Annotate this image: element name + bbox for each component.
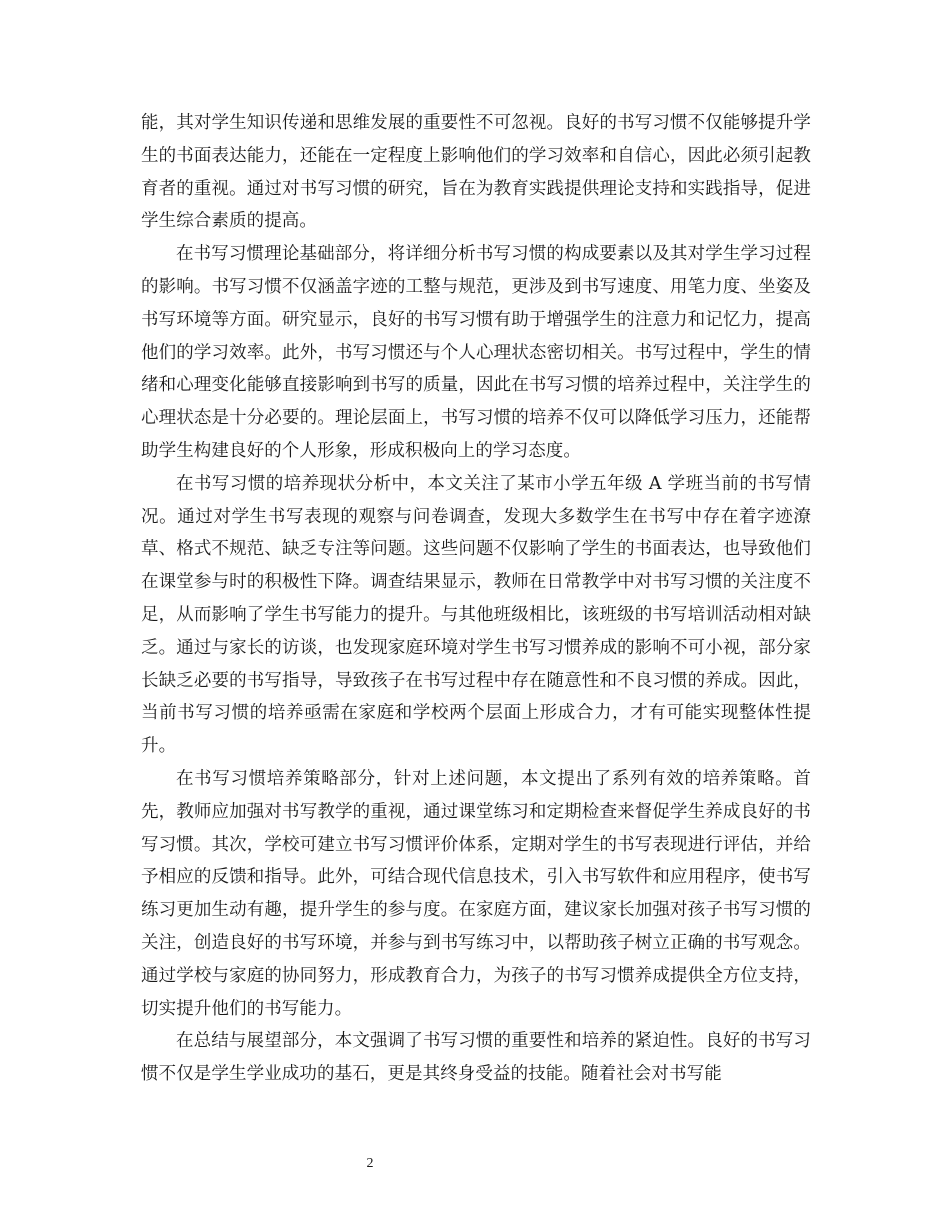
paragraph-4: 在书写习惯培养策略部分，针对上述问题，本文提出了系列有效的培养策略。首先，教师应加强对书写教学的重视，通过课堂练习和定期检查来督促学生养成良好的书写习惯。其次，学校可建立书写习惯评价体系，定期对学生的书写表现进行评估，并给予相应的反馈和指导。此外，可结合现代信息技术，引入书写软件和应用程序，使书写练习更加生动有趣，提升学生的参与度。在家庭方面，建议家长加强对孩子书写习惯的关注，创造良好的书写环境，并参与到书写练习中，以帮助孩子树立正确的书写观念。通过学校与家庭的协同努力，形成教育合力，为孩子的书写习惯养成提供全方位支持，切实提升他们的书写能力。 [141, 768, 811, 1019]
paragraph-3: 在书写习惯的培养现状分析中，本文关注了某市小学五年级 A 学班当前的书写情况。通过对学生书写表现的观察与问卷调查，发现大多数学生在书写中存在着字迹潦草、格式不规范、缺乏专注等问题。这些问题不仅影响了学生的书面表达，也导致他们在课堂参与时的积极性下降。调查结果显示，教师在日常教学中对书写习惯的关注度不足，从而影响了学生书写能力的提升。与其他班级相比，该班级的书写培训活动相对缺乏。通过与家长的访谈，也发现家庭环境对学生书写习惯养成的影响不可小视，部分家长缺乏必要的书写指导，导致孩子在书写过程中存在随意性和不良习惯的养成。因此，当前书写习惯的培养亟需在家庭和学校两个层面上形成合力，才有可能实现整体性提升。 [141, 473, 811, 757]
page-number: 2 [366, 1156, 374, 1171]
paragraph-2: 在书写习惯理论基础部分，将详细分析书写习惯的构成要素以及其对学生学习过程的影响。书写习惯不仅涵盖字迹的工整与规范，更涉及到书写速度、用笔力度、坐姿及书写环境等方面。研究显示，良好的书写习惯有助于增强学生的注意力和记忆力，提高他们的学习效率。此外，书写习惯还与个人心理状态密切相关。书写过程中，学生的情绪和心理变化能够直接影响到书写的质量，因此在书写习惯的培养过程中，关注学生的心理状态是十分必要的。理论层面上，书写习惯的培养不仅可以降低学习压力，还能帮助学生构建良好的个人形象，形成积极向上的学习态度。 [141, 244, 811, 461]
paragraph-1: 能，其对学生知识传递和思维发展的重要性不可忽视。良好的书写习惯不仅能够提升学生的书面表达能力，还能在一定程度上影响他们的学习效率和自信心，因此必须引起教育者的重视。通过对书写习惯的研究，旨在为教育实践提供理论支持和实践指导，促进学生综合素质的提高。 [141, 113, 811, 232]
paragraph-5: 在总结与展望部分，本文强调了书写习惯的重要性和培养的紧迫性。良好的书写习惯不仅是学生学业成功的基石，更是其终身受益的技能。随着社会对书写能 [141, 1031, 811, 1085]
body-text [141, 107, 811, 1091]
